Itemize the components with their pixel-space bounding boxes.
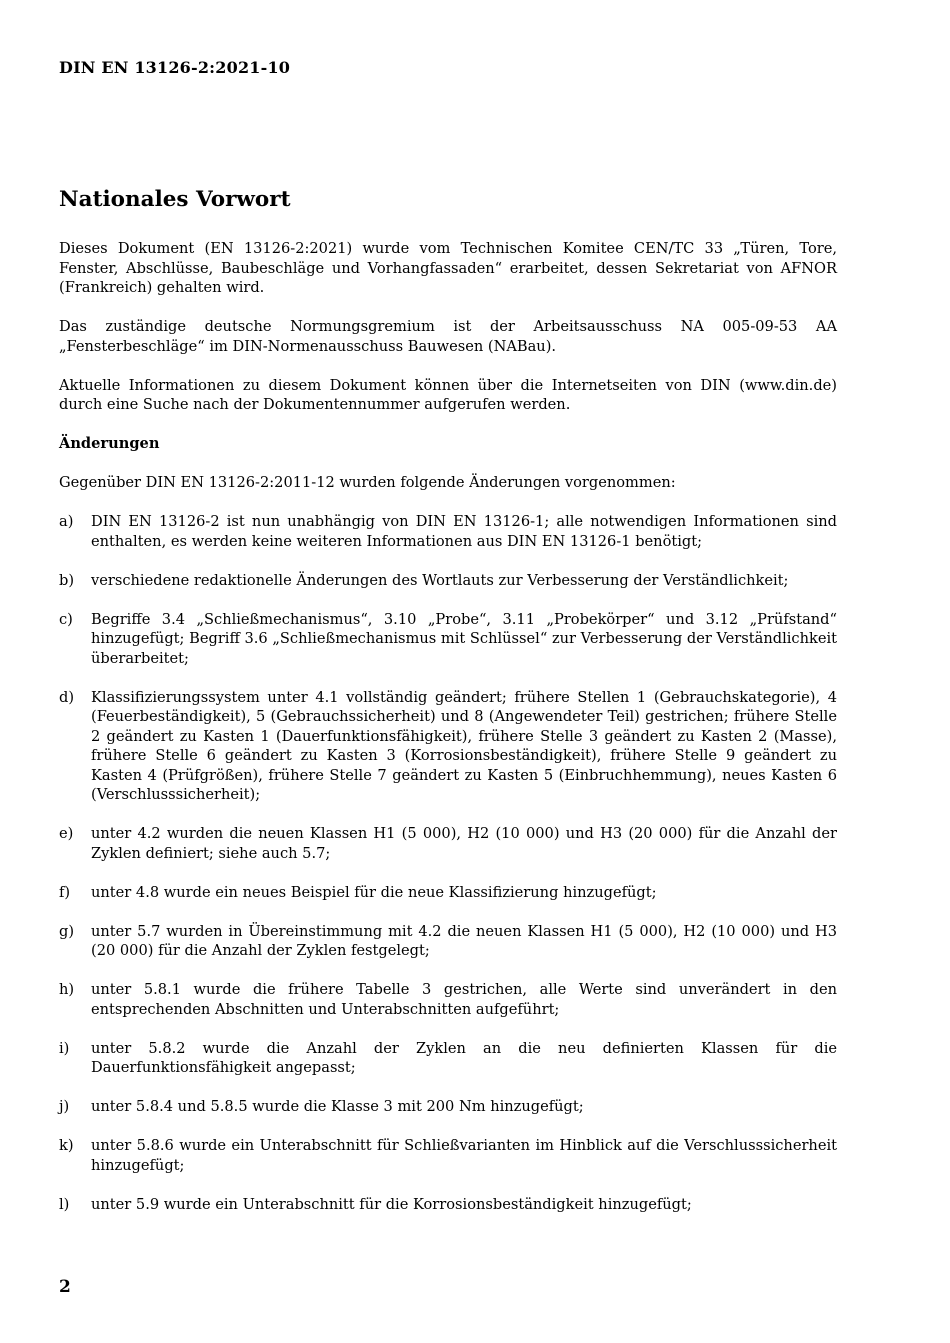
change-item-letter: l)	[59, 1195, 70, 1213]
change-item-letter: b)	[59, 571, 75, 589]
paragraph-information: Aktuelle Informationen zu diesem Dokument können über die Internetseiten von DIN (www.din.de) durch eine Suche nach der Dokumentennummer aufgerufen werden.	[59, 376, 837, 413]
document-id-header: DIN EN 13126-2:2021-10	[59, 58, 291, 77]
change-item	[59, 1097, 837, 1117]
document-page	[59, 0, 837, 1343]
changes-list	[59, 512, 837, 1214]
change-item	[59, 1039, 837, 1078]
change-item-letter: j)	[59, 1098, 70, 1115]
change-item	[59, 1136, 837, 1175]
change-item	[59, 1195, 837, 1215]
change-item-letter: e)	[59, 825, 74, 842]
change-item-text: unter 4.8 wurde ein neues Beispiel für die neue Klassifizierung hinzugefügt;	[91, 883, 657, 901]
change-item-text: unter 5.9 wurde ein Unterabschnitt für die Korrosionsbeständigkeit hinzugefügt;	[91, 1195, 692, 1213]
change-item	[59, 571, 837, 591]
change-item	[59, 688, 837, 805]
change-item	[59, 883, 837, 903]
change-item	[59, 512, 837, 551]
change-item-letter: a)	[59, 513, 74, 530]
change-item-text: unter 5.8.1 wurde die frühere Tabelle 3 gestrichen, alle Werte sind unverändert in den entsprechenden Abschnitten und Unterabschnitten aufgeführt;	[91, 981, 837, 1018]
change-item-text: unter 4.2 wurden die neuen Klassen H1 (5 000), H2 (10 000) und H3 (20 000) für die Anzahl der Zyklen definiert; siehe auch 5.7;	[91, 825, 837, 862]
change-item-text: Klassifizierungssystem unter 4.1 vollständig geändert; frühere Stellen 1 (Gebrauchskategorie), 4 (Feuerbeständigkeit), 5 (Gebrauchssicherheit) und 8 (Angewendeter Teil) gestrichen; frühere Stelle 2 geändert zu Kasten 1 (Dauerfunktionsfähigkeit), frühere Stelle 3 geändert zu Kasten 2 (Masse), frühere Stelle 6 geändert zu Kasten 3 (Korrosionsbeständigkeit), frühere Stelle 9 geändert zu Kasten 4 (Prüfgrößen), frühere Stelle 7 geändert zu Kasten 5 (Einbruchhemmung), neues Kasten 6 (Verschlusssicherheit);	[91, 688, 837, 803]
change-item	[59, 824, 837, 863]
change-item	[59, 922, 837, 961]
change-item-text: unter 5.8.4 und 5.8.5 wurde die Klasse 3 mit 200 Nm hinzugefügt;	[91, 1098, 584, 1115]
change-item	[59, 980, 837, 1019]
change-item-letter: d)	[59, 688, 75, 706]
change-item-letter: k)	[59, 1137, 74, 1154]
change-item-letter: h)	[59, 981, 75, 998]
change-item-text: Begriffe 3.4 „Schließmechanismus“, 3.10 „Probe“, 3.11 „Probekörper“ und 3.12 „Prüfstand“ hinzugefügt; Begriff 3.6 „Schließmechanismus mit Schlüssel“ zur Verbesserung der Verständlichkeit überarbeitet;	[91, 610, 837, 667]
page-number: 2	[59, 1277, 71, 1297]
paragraph-committee: Dieses Dokument (EN 13126-2:2021) wurde vom Technischen Komitee CEN/TC 33 „Türen, Tore, Fenster, Abschlüsse, Baubeschläge und Vorhangfassaden“ erarbeitet, dessen Sekretariat von AFNOR (Frankreich) gehalten wird.	[59, 240, 837, 296]
document-body	[59, 239, 837, 1234]
change-item-text: unter 5.8.6 wurde ein Unterabschnitt für Schließvarianten im Hinblick auf die Verschlusssicherheit hinzugefügt;	[91, 1137, 837, 1174]
change-item-letter: g)	[59, 922, 75, 940]
change-item	[59, 610, 837, 669]
changes-heading: Änderungen	[59, 435, 160, 452]
change-item-text: DIN EN 13126-2 ist nun unabhängig von DIN EN 13126-1; alle notwendigen Informationen sind enthalten, es werden keine weiteren Informationen aus DIN EN 13126-1 benötigt;	[91, 513, 837, 550]
change-item-letter: f)	[59, 883, 71, 901]
change-item-letter: i)	[59, 1039, 70, 1057]
change-item-text: unter 5.7 wurden in Übereinstimmung mit 4.2 die neuen Klassen H1 (5 000), H2 (10 000) und H3 (20 000) für die Anzahl der Zyklen festgelegt;	[91, 922, 837, 959]
page-title: Nationales Vorwort	[59, 187, 291, 212]
change-item-letter: c)	[59, 610, 73, 628]
change-item-text: verschiedene redaktionelle Änderungen des Wortlauts zur Verbesserung der Verständlichkeit;	[91, 571, 789, 589]
changes-intro: Gegenüber DIN EN 13126-2:2011-12 wurden folgende Änderungen vorgenommen:	[59, 474, 676, 491]
paragraph-national-body: Das zuständige deutsche Normungsgremium ist der Arbeitsausschuss NA 005-09-53 AA „Fensterbeschläge“ im DIN-Normenausschuss Bauwesen (NABau).	[59, 318, 837, 355]
change-item-text: unter 5.8.2 wurde die Anzahl der Zyklen an die neu definierten Klassen für die Dauerfunktionsfähigkeit angepasst;	[91, 1039, 837, 1076]
